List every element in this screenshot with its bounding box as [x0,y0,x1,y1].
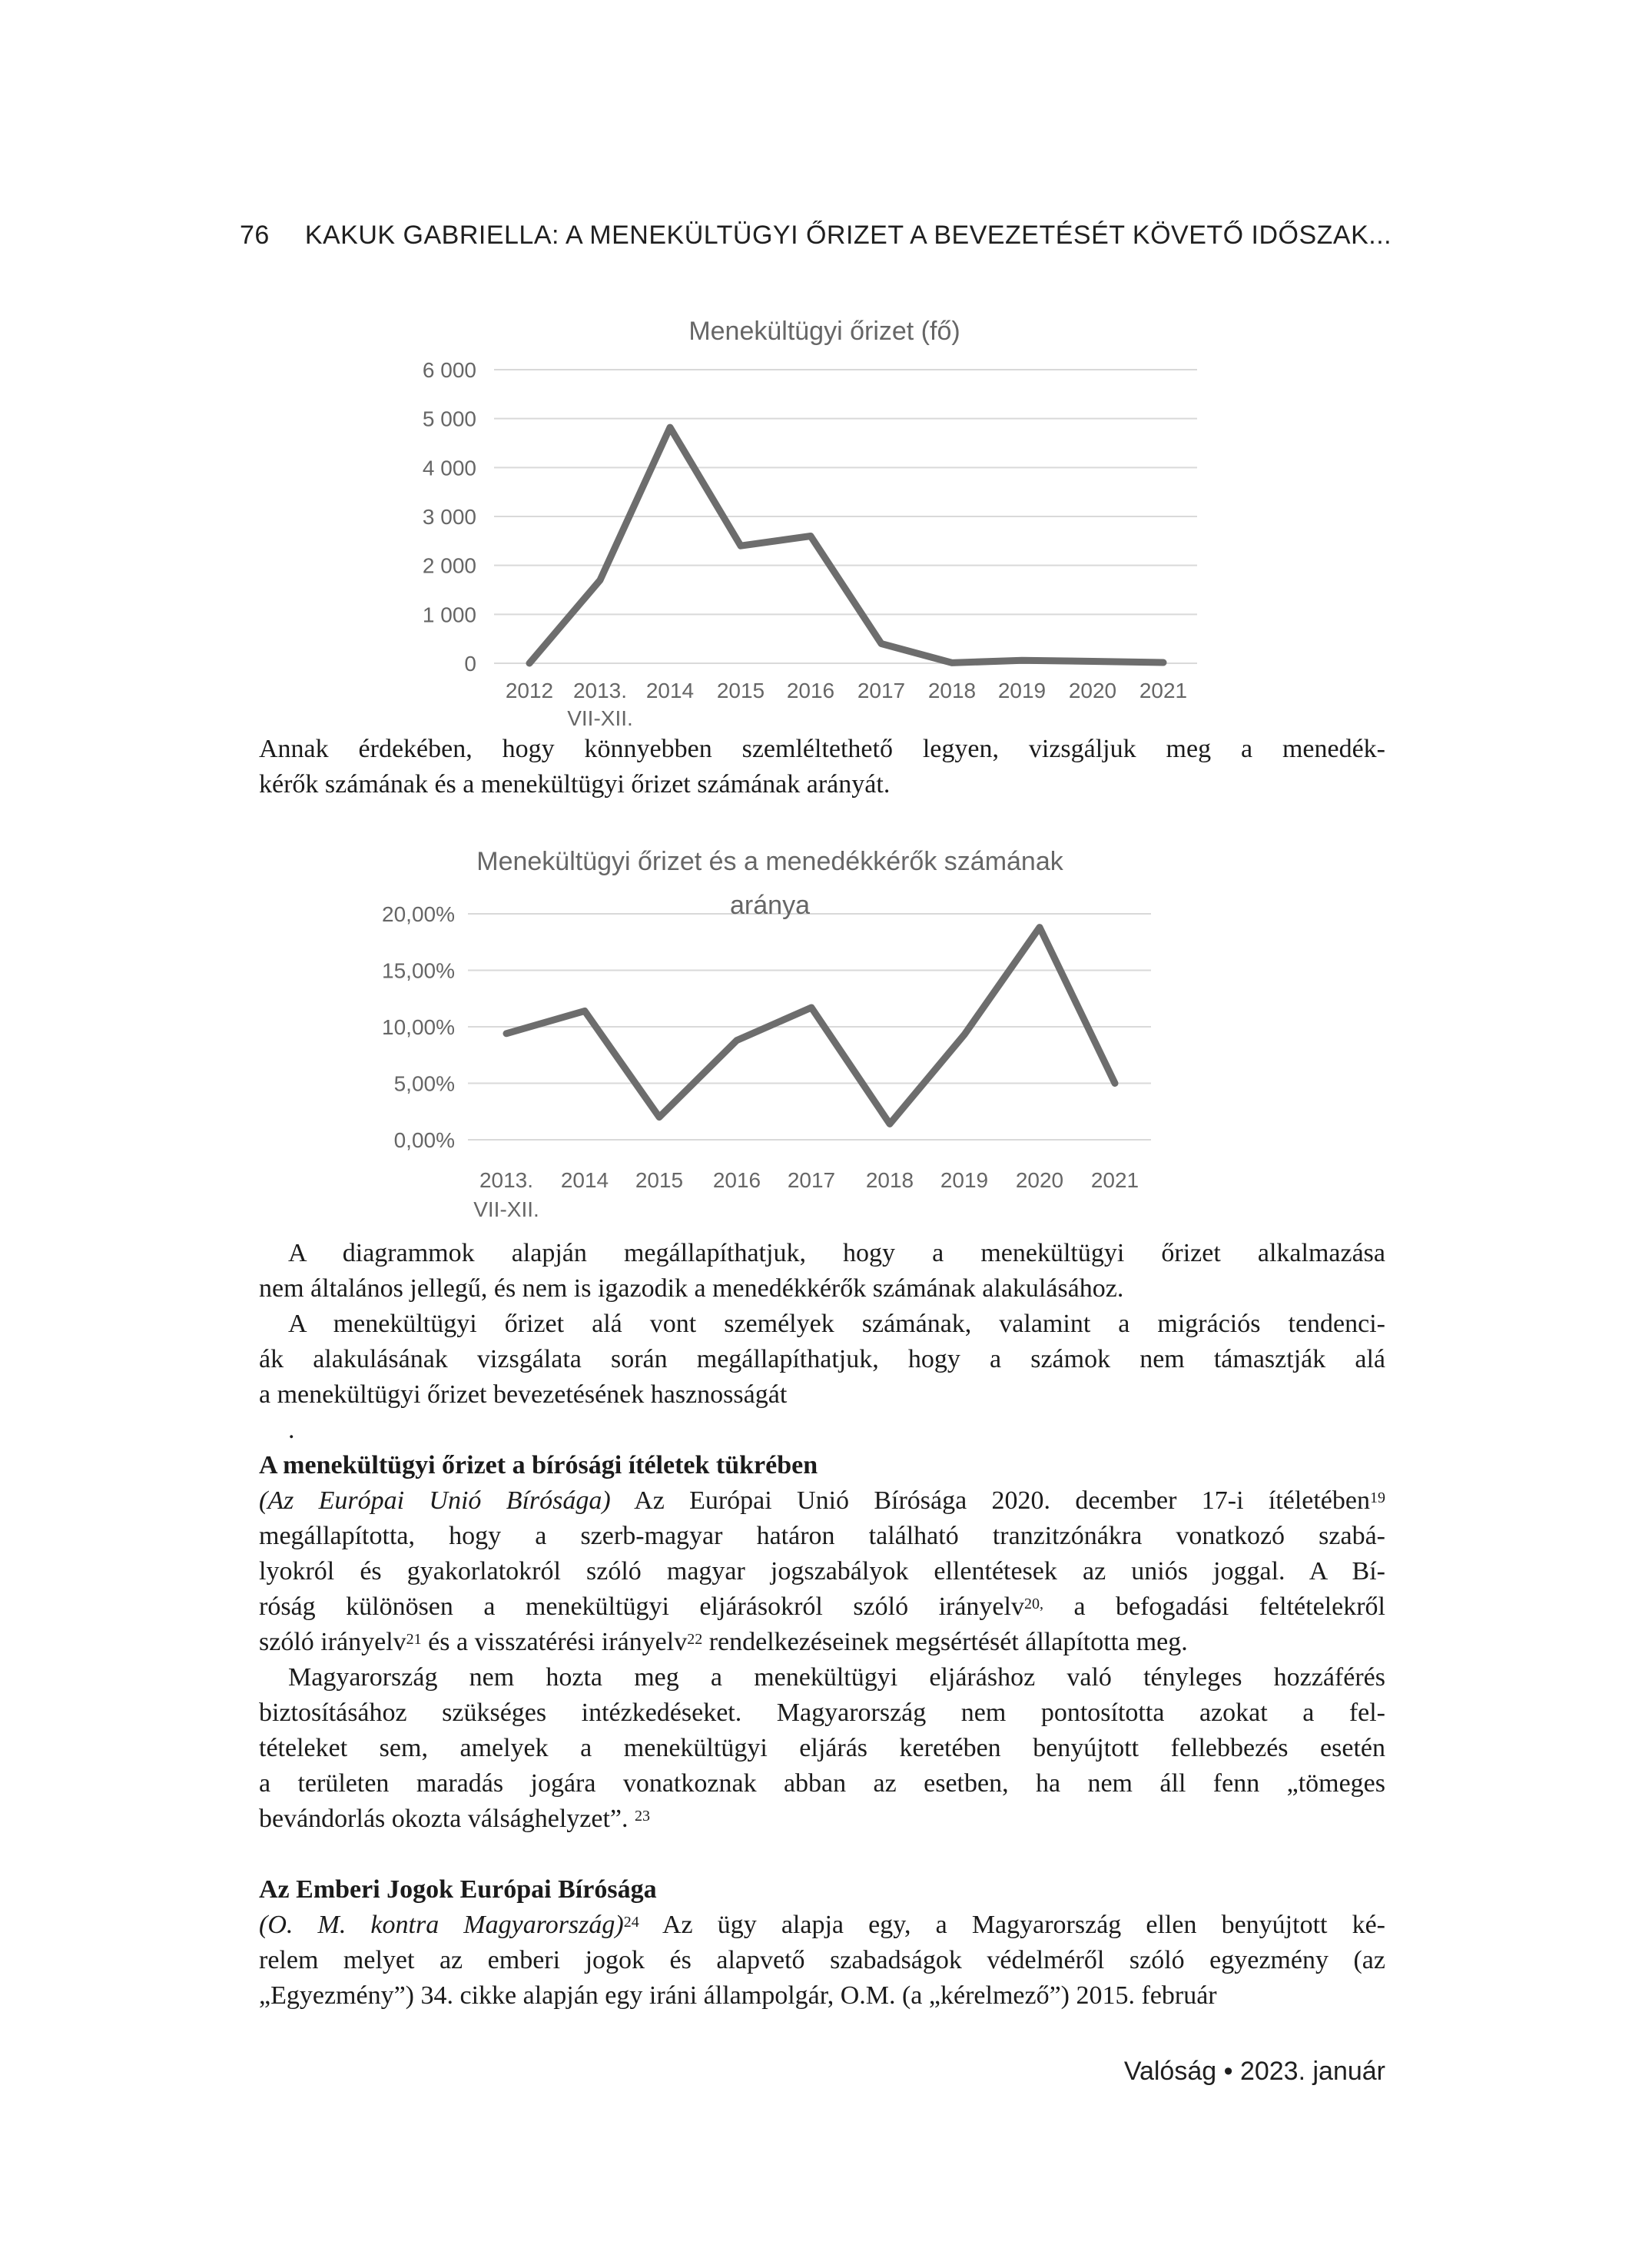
svg-text:10,00%: 10,00% [382,1015,455,1039]
dot-line [259,1413,1385,1448]
svg-text:2012: 2012 [505,679,554,702]
text-line [259,1943,1385,1978]
text-segment: Annak érdekében, hogy könnyebben szemléltethető legyen, vizsgáljuk meg a menedék- [259,735,1385,763]
text-segment: kérők számának és a menekültügyi őrizet számának arányát. [259,770,891,799]
svg-text:5 000: 5 000 [422,407,476,431]
data-line [529,427,1163,663]
text-segment: nem általános jellegű, és nem is igazodik a menedékkérők számának alakulásához. [259,1274,1124,1303]
svg-text:3 000: 3 000 [422,505,476,529]
text-segment: relem melyet az emberi jogok és alapvető szabadságok védelméről szóló egyezmény (az [259,1946,1385,1974]
footnote-marker: 21 [406,1631,422,1648]
text-line [259,1519,1385,1554]
svg-text:2021: 2021 [1139,679,1188,702]
text-segment: A diagrammok alapján megállapíthatjuk, hogy a menekültügyi őrizet alkalmazása [288,1239,1385,1267]
text-segment: „Egyezmény”) 34. cikke alapján egy iráni állampolgár, O.M. (a „kérelmező”) 2015. február [259,1981,1217,2010]
journal-footer: Valóság • 2023. január [1123,2057,1385,2086]
text-line [259,1660,1385,1695]
text-segment: szóló irányelv [259,1628,406,1656]
svg-text:2020: 2020 [1068,679,1117,702]
line-chart-svg [353,815,1199,1234]
text-segment: rendelkezéseinek megsértését állapította meg. [702,1628,1188,1656]
text-segment: Az Európai Unió Bírósága 2020. december 17-i ítéletében [610,1486,1370,1515]
svg-text:5,00%: 5,00% [393,1071,455,1096]
text-line [259,732,1385,767]
text-segment: tételeket sem, amelyek a menekültügyi eljárás keretében benyújtott fellebbezés esetén [259,1734,1385,1762]
data-line [506,928,1115,1124]
svg-text:Menekültügyi őrizet és a mened: Menekültügyi őrizet és a menedékkérők számának [476,847,1063,876]
text-segment: (Az Európai Unió Bírósága) [259,1486,611,1515]
svg-text:2019: 2019 [997,679,1047,702]
svg-text:Menekültügyi őrizet (fő): Menekültügyi őrizet (fő) [688,317,960,346]
text-line [259,1766,1385,1801]
para-oriz-alavont [259,1307,1385,1413]
text-segment: ák alakulásának vizsgálata során megállapíthatjuk, hogy a számok nem támasztják alá [259,1345,1385,1373]
text-segment: és a visszatérési irányelv [421,1628,688,1656]
footnote-marker: 20, [1023,1596,1043,1612]
gridlines [494,370,1197,663]
text-segment: róság különösen a menekültügyi eljárásokról szóló irányelv [259,1592,1024,1621]
svg-text:2017: 2017 [857,679,906,702]
svg-text:2014: 2014 [645,679,695,702]
text-line [259,1307,1385,1342]
svg-text:2013.: 2013. [572,679,628,702]
svg-text:2014: 2014 [560,1168,609,1192]
text-segment: lyokról és gyakorlatokról szóló magyar jogszabályok ellentétesek az uniós joggal. A Bí- [259,1557,1385,1586]
text-line [259,1872,1385,1908]
svg-text:6 000: 6 000 [422,358,476,382]
detention-count-chart [346,292,1206,738]
text-line [259,1554,1385,1589]
svg-text:2016: 2016 [786,679,835,702]
text-segment: a menekültügyi őrizet bevezetésének hasznosságát [259,1380,788,1409]
y-axis-labels [382,902,455,1152]
para-annak [259,732,1385,802]
svg-text:4 000: 4 000 [422,456,476,480]
text-line [259,1377,1385,1413]
heading-birosagi [259,1448,1385,1483]
svg-text:2018: 2018 [865,1168,914,1192]
text-segment: (O. M. kontra Magyarország) [259,1911,624,1939]
detention-ratio-chart [353,815,1199,1234]
line-chart-svg [346,292,1206,738]
text-line [259,1908,1385,1943]
para-magyarorszag [259,1660,1385,1837]
x-axis-labels [473,1168,1139,1221]
svg-text:2013.: 2013. [479,1168,534,1192]
text-line [259,1625,1385,1660]
svg-text:15,00%: 15,00% [382,958,455,983]
footnote-marker: 22 [687,1631,703,1648]
y-axis-labels [423,358,476,676]
text-line [259,1271,1385,1307]
text-segment: bevándorlás okozta válsághelyzet”. [259,1805,635,1833]
svg-text:2015: 2015 [716,679,765,702]
text-line [259,1448,1385,1483]
text-line [259,767,1385,802]
svg-text:2015: 2015 [635,1168,684,1192]
svg-text:2021: 2021 [1090,1168,1139,1192]
text-line [259,1342,1385,1377]
svg-text:2016: 2016 [712,1168,761,1192]
text-segment: a területen maradás jogára vonatkoznak abban az esetben, ha nem áll fenn „tömeges [259,1769,1385,1798]
text-line [259,1731,1385,1766]
text-line [259,1413,1385,1448]
svg-text:2019: 2019 [940,1168,989,1192]
text-line [259,1589,1385,1625]
text-line [259,1695,1385,1731]
svg-text:VII-XII.: VII-XII. [567,706,633,730]
text-segment: A menekültügyi őrizet a bírósági ítéletek tükrében [259,1451,818,1479]
text-segment: Magyarország nem hozta meg a menekültügyi eljáráshoz való tényleges hozzáférés [288,1663,1385,1692]
text-segment: Az Emberi Jogok Európai Bírósága [259,1875,657,1904]
footnote-marker: 19 [1370,1489,1385,1506]
svg-text:1 000: 1 000 [422,603,476,627]
para-eu-birosag [259,1483,1385,1660]
para-om-kontra [259,1908,1385,2014]
text-line [259,1978,1385,2014]
svg-text:0,00%: 0,00% [393,1128,455,1152]
x-axis-labels [506,679,1187,730]
svg-text:2017: 2017 [787,1168,836,1192]
para-diagrammok [259,1236,1385,1307]
footnote-marker: 23 [635,1808,651,1825]
footnote-marker: 24 [623,1914,639,1931]
svg-text:VII-XII.: VII-XII. [473,1197,539,1221]
chart-title [476,847,1063,920]
text-line [259,1483,1385,1519]
text-line [259,1236,1385,1271]
page-header [240,221,1408,251]
text-segment: A menekültügyi őrizet alá vont személyek számának, valamint a migrációs tendenci- [288,1310,1385,1338]
svg-text:0: 0 [464,652,476,676]
heading-emberi [259,1872,1385,1908]
text-segment: . [288,1416,295,1444]
svg-text:2 000: 2 000 [422,553,476,578]
text-segment: a befogadási feltételekről [1043,1592,1385,1621]
text-segment: Az ügy alapja egy, a Magyarország ellen benyújtott ké- [639,1911,1385,1939]
svg-text:2018: 2018 [927,679,977,702]
text-segment: biztosításához szükséges intézkedéseket. Magyarország nem pontosította azokat a fel- [259,1699,1385,1727]
svg-text:aránya: aránya [730,891,810,920]
running-title: KAKUK GABRIELLA: A MENEKÜLTÜGYI ŐRIZET A BEVEZETÉSÉT KÖVETŐ IDŐSZAK... [304,221,1392,250]
svg-text:2020: 2020 [1015,1168,1064,1192]
text-segment: megállapította, hogy a szerb-magyar határon található tranzitzónákra vonatkozó szabá- [259,1522,1385,1550]
svg-text:20,00%: 20,00% [382,902,455,926]
page-number: 76 [240,221,270,250]
chart-title [688,317,960,346]
text-line [259,1801,1385,1837]
